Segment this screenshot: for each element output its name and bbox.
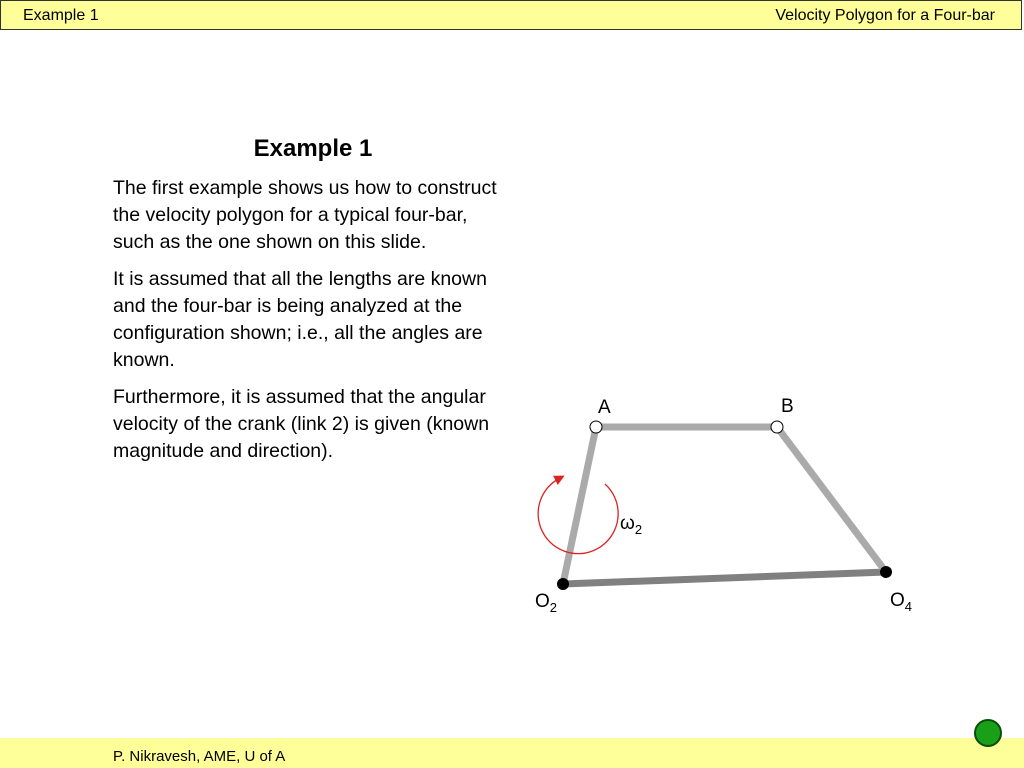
paragraph-assumption-lengths: It is assumed that all the lengths are known and the four-bar is being analyzed at the configuration shown; i.e., all the angles are known.	[113, 268, 487, 371]
paragraph-assumption-velocity: Furthermore, it is assumed that the angular velocity of the crank (link 2) is given (known magnitude and direction).	[113, 386, 490, 462]
header-slide-title: Velocity Polygon for a Four-bar	[775, 7, 995, 24]
label-B: B	[781, 396, 794, 417]
label-O2	[535, 591, 557, 615]
label-O4-base: O	[890, 590, 905, 611]
slide-footer	[0, 738, 1024, 768]
ground-pivot-O2-icon	[557, 578, 569, 590]
crank-link	[563, 427, 596, 584]
label-A: A	[598, 397, 611, 418]
label-O2-subscript: 2	[549, 600, 558, 615]
joint-B-icon	[771, 421, 783, 433]
label-O4	[890, 590, 912, 614]
slide-title: Example 1	[253, 135, 373, 162]
joint-A-icon	[590, 421, 602, 433]
green-circle-icon[interactable]	[974, 719, 1002, 747]
label-omega-subscript: 2	[634, 522, 643, 537]
label-omega2	[620, 513, 642, 537]
label-O2-base: O	[535, 591, 550, 612]
ground-pivot-O4-icon	[880, 566, 892, 578]
header-section-title: Example 1	[23, 7, 99, 24]
label-omega-base: ω	[620, 513, 635, 534]
ground-link	[563, 572, 886, 584]
rocker-link	[777, 427, 886, 572]
label-O4-subscript: 4	[904, 599, 913, 614]
paragraph-intro: The first example shows us how to construct the velocity polygon for a typical four-bar, such as the one shown on this slide.	[113, 177, 497, 253]
footer-author: P. Nikravesh, AME, U of A	[113, 748, 286, 765]
